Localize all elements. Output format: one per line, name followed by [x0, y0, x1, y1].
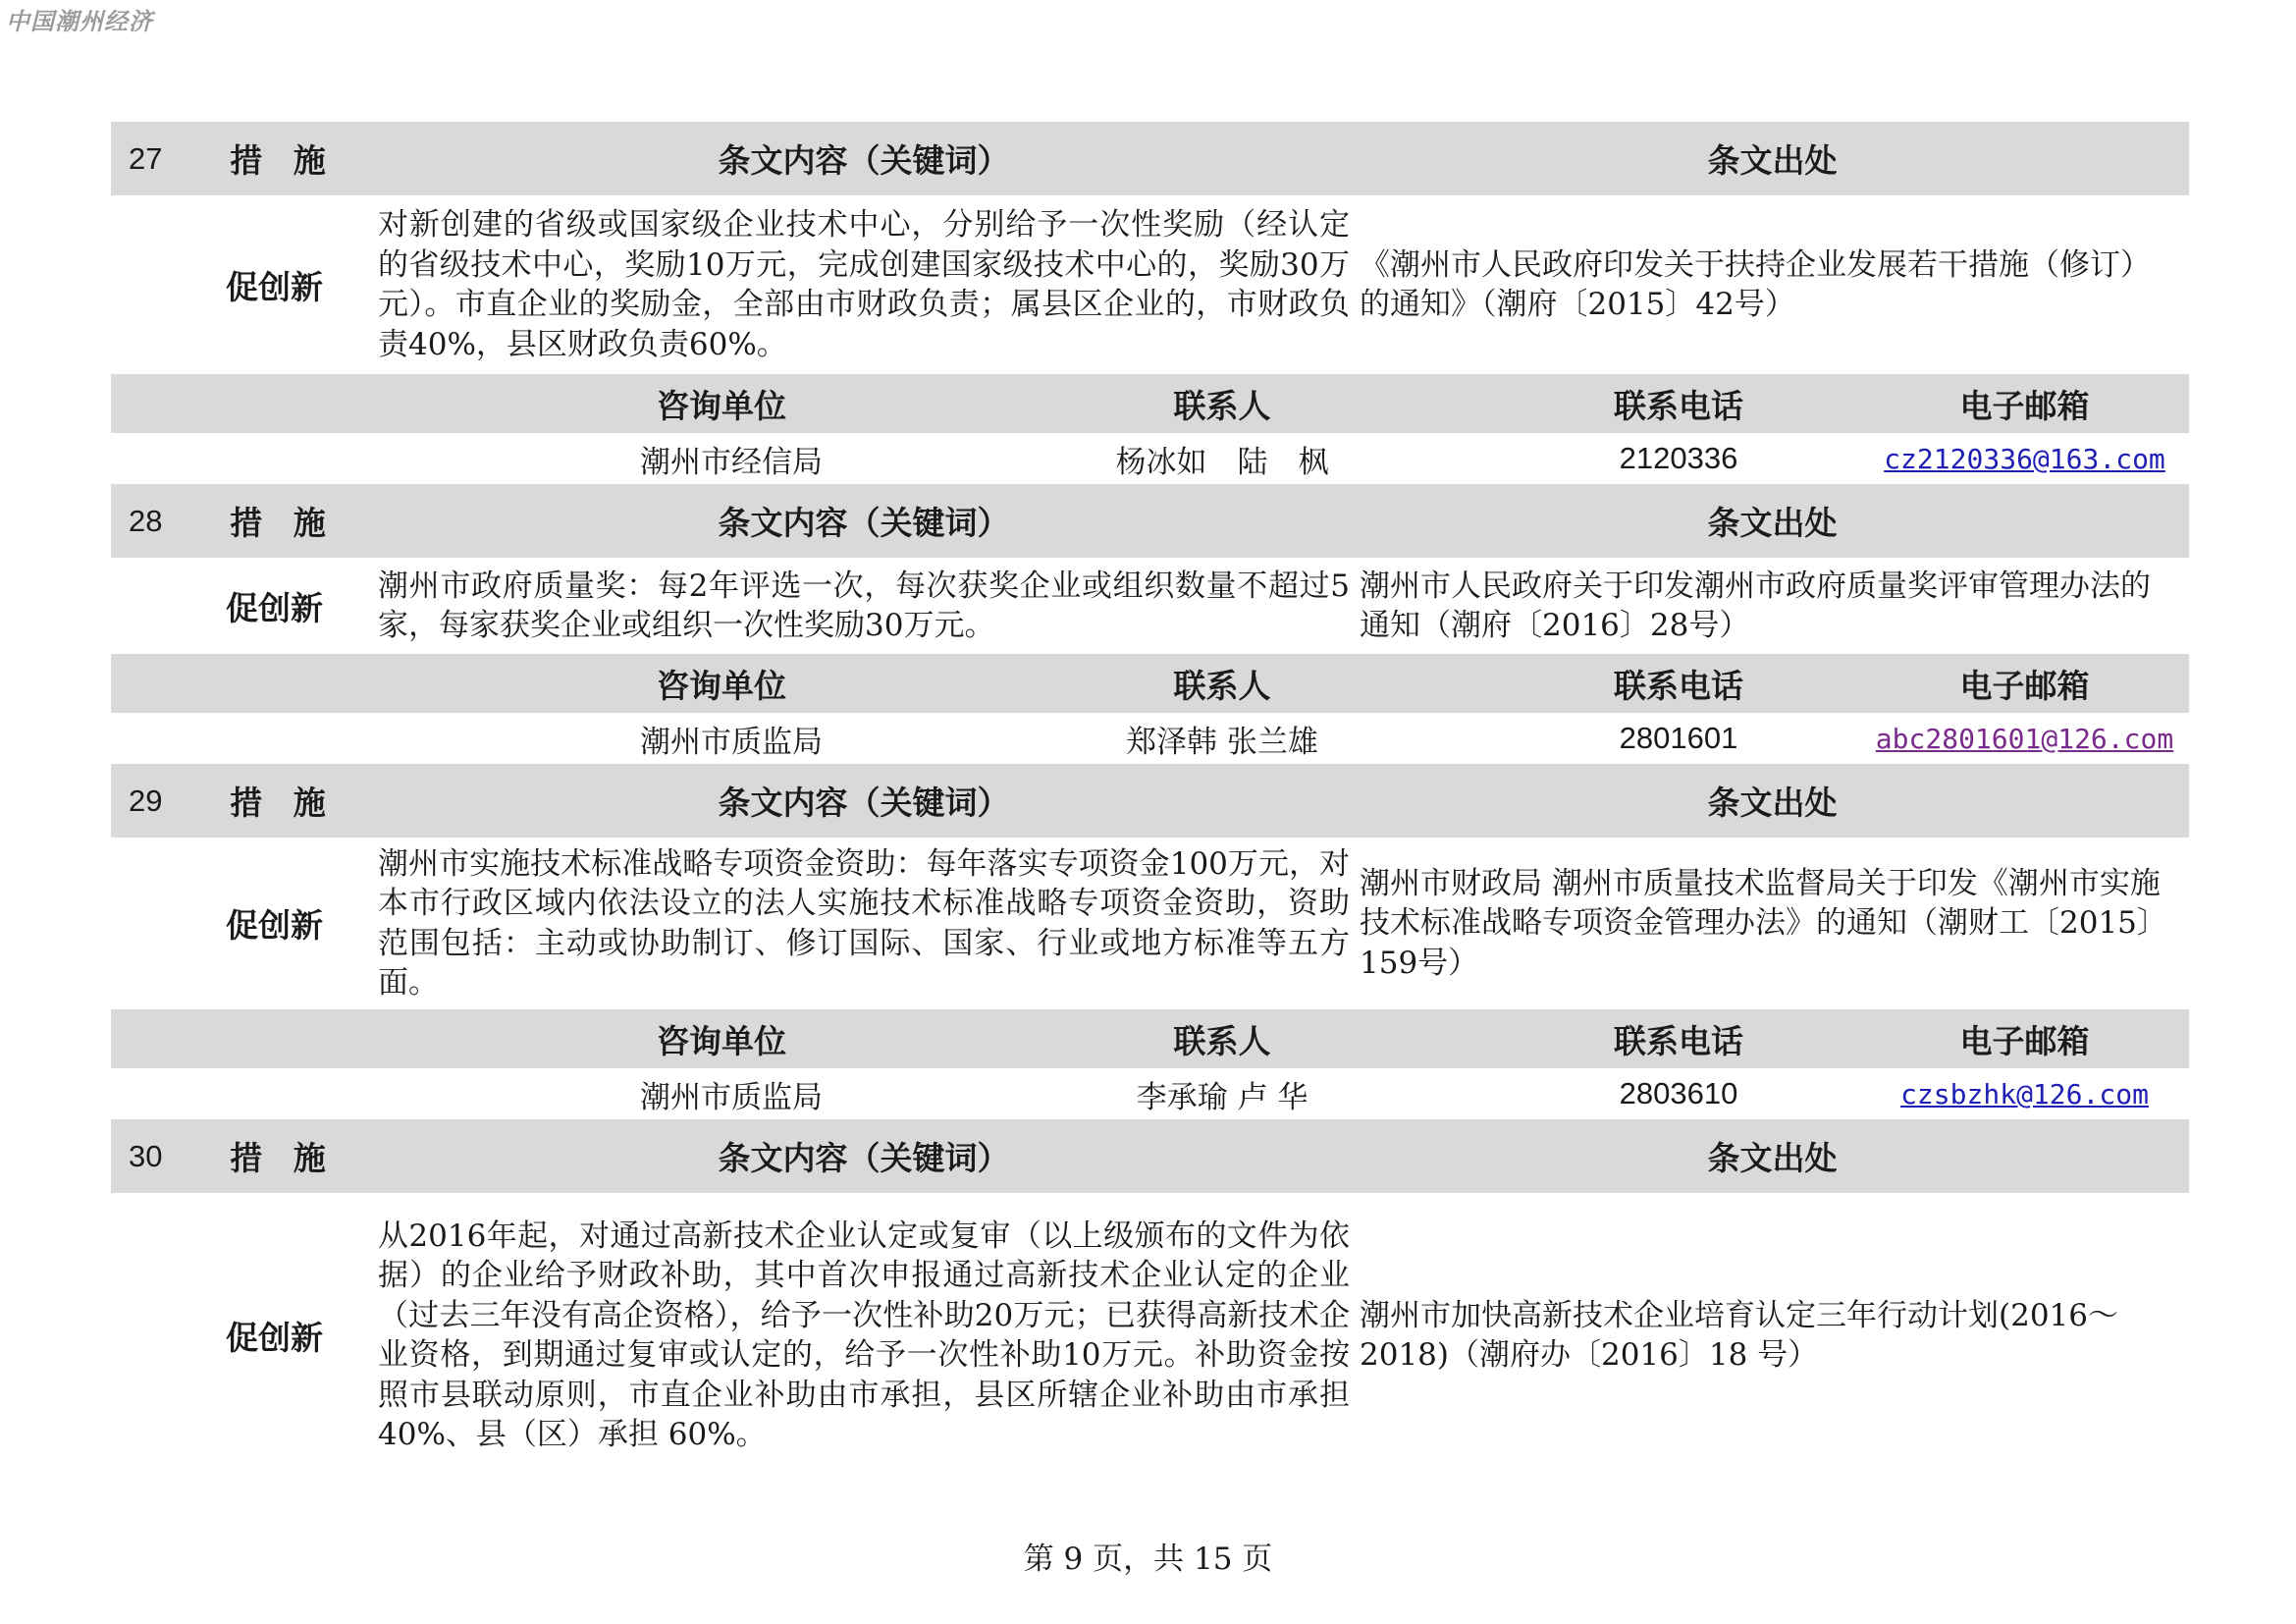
item-body-row	[111, 558, 2189, 654]
email-link[interactable]: czsbzhk@126.com	[1900, 1077, 2149, 1110]
content-header: 条文内容（关键词）	[718, 141, 1010, 180]
contact-header-row	[111, 1009, 2189, 1068]
item-source: 潮州市财政局 潮州市质量技术监督局关于印发《潮州市实施技术标准战略专项资金管理办法》的通知（潮财工〔2015〕159号）	[1360, 865, 2167, 981]
phone-header: 联系电话	[1614, 1021, 1743, 1060]
contact-value-row	[111, 1068, 2189, 1119]
email-link[interactable]: cz2120336@163.com	[1884, 442, 2165, 475]
email-header: 电子邮箱	[1959, 1021, 2090, 1060]
email-link[interactable]: abc2801601@126.com	[1875, 722, 2174, 755]
unit-value: 潮州市质监局	[640, 1079, 823, 1115]
content-header: 条文内容（关键词）	[718, 784, 1010, 822]
item-body-row	[111, 838, 2189, 1009]
item-number: 27	[129, 140, 163, 176]
category-label: 促创新	[226, 267, 323, 306]
page-footer: 第 9 页，共 15 页	[1023, 1542, 1273, 1577]
item-body-row	[111, 195, 2189, 374]
measure-header: 措 施	[230, 504, 336, 542]
contact-header: 联系人	[1173, 666, 1271, 705]
content-header: 条文内容（关键词）	[718, 504, 1010, 542]
item-content: 潮州市实施技术标准战略专项资金资助：每年落实专项资金100万元，对本市行政区域内依法设立的法人实施技术标准战略专项资金资助，资助范围包括：主动或协助制订、修订国际、国家、行业或地方标准等五方面。	[378, 845, 1350, 1001]
source-header: 条文出处	[1707, 504, 1838, 542]
item-header-row	[111, 122, 2189, 195]
measure-header: 措 施	[230, 1139, 336, 1177]
unit-header: 咨询单位	[657, 1021, 786, 1060]
phone-header: 联系电话	[1614, 666, 1743, 705]
contact-value: 杨冰如 陆 枫	[1115, 444, 1329, 480]
source-header: 条文出处	[1707, 784, 1838, 822]
item-header-row	[111, 484, 2189, 558]
phone-value: 2803610	[1619, 1076, 1738, 1110]
contact-value-row	[111, 713, 2189, 764]
item-number: 28	[129, 503, 163, 538]
measure-header: 措 施	[230, 141, 336, 180]
email-header: 电子邮箱	[1959, 666, 2090, 705]
category-label: 促创新	[226, 588, 323, 627]
source-header: 条文出处	[1707, 141, 1838, 180]
unit-header: 咨询单位	[657, 666, 786, 705]
unit-header: 咨询单位	[657, 386, 786, 425]
source-header: 条文出处	[1707, 1139, 1838, 1177]
item-source: 《潮州市人民政府印发关于扶持企业发展若干措施（修订）的通知》（潮府〔2015〕42号）	[1360, 246, 2151, 322]
contact-header-row	[111, 654, 2189, 713]
category-label: 促创新	[226, 906, 323, 945]
item-source: 潮州市加快高新技术企业培育认定三年行动计划(2016～2018)（潮府办〔2016〕18 号）	[1360, 1297, 2118, 1373]
content-header: 条文内容（关键词）	[718, 1139, 1010, 1177]
contact-value: 李承瑜 卢 华	[1136, 1079, 1308, 1115]
item-number: 30	[129, 1138, 163, 1173]
item-number: 29	[129, 783, 163, 818]
item-content: 从2016年起，对通过高新技术企业认定或复审（以上级颁布的文件为依据）的企业给予财政补助，其中首次申报通过高新技术企业认定的企业（过去三年没有高企资格），给予一次性补助20万元；已获得高新技术企业资格，到期通过复审或认定的，给予一次性补助10万元。补助资金按照市县联动原则，市直企业补助由市承担，县区所辖企业补助由市承担 40%、县（区）承担 60%。	[378, 1218, 1350, 1452]
watermark-logo: 中国潮州经济	[6, 7, 153, 35]
measure-header: 措 施	[230, 784, 336, 822]
unit-value: 潮州市质监局	[640, 724, 823, 760]
category-label: 促创新	[226, 1318, 323, 1357]
item-body-row	[111, 1193, 2189, 1478]
unit-value: 潮州市经信局	[640, 444, 823, 480]
policy-table	[111, 122, 2189, 1478]
phone-value: 2801601	[1619, 721, 1738, 755]
contact-header-row	[111, 374, 2189, 433]
phone-value: 2120336	[1619, 441, 1738, 475]
item-header-row	[111, 1119, 2189, 1193]
contact-header: 联系人	[1173, 1021, 1271, 1060]
item-header-row	[111, 764, 2189, 838]
contact-value-row	[111, 433, 2189, 484]
contact-header: 联系人	[1173, 386, 1271, 425]
item-source: 潮州市人民政府关于印发潮州市政府质量奖评审管理办法的通知（潮府〔2016〕28号）	[1360, 568, 2151, 643]
phone-header: 联系电话	[1614, 386, 1743, 425]
contact-value: 郑泽韩 张兰雄	[1126, 724, 1318, 760]
email-header: 电子邮箱	[1959, 386, 2090, 425]
item-content: 潮州市政府质量奖：每2年评选一次，每次获奖企业或组织数量不超过5家，每家获奖企业或组织一次性奖励30万元。	[378, 568, 1350, 643]
item-content: 对新创建的省级或国家级企业技术中心，分别给予一次性奖励（经认定的省级技术中心，奖励10万元，完成创建国家级技术中心的，奖励30万元）。市直企业的奖励金，全部由市财政负责；属县区企业的，市财政负责40%，县区财政负责60%。	[378, 207, 1350, 362]
